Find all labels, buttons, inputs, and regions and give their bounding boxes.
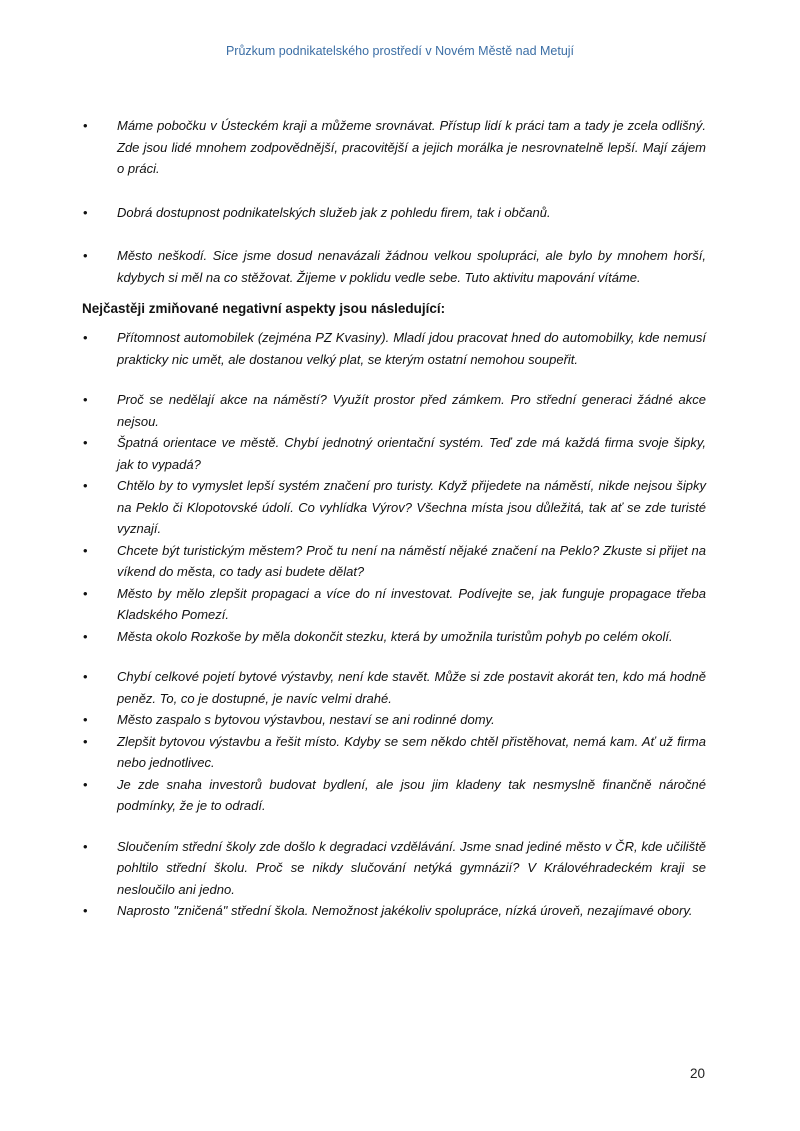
list-item-text: Město neškodí. Sice jsme dosud nenavázali žádnou velkou spolupráci, ale bylo by mnohem horší, kdybych si měl na co stěžovat. Žijeme v poklidu vedle sebe. Tuto aktivitu mapování vítáme. [117,248,706,285]
list-item [82,836,706,901]
list-item-text: Zlepšit bytovou výstavbu a řešit místo. Kdyby se sem někdo chtěl přistěhovat, nemá kam. Ať už firma nebo jednotlivec. [117,733,706,770]
list-item-text: Město zaspalo s bytovou výstavbou, nestaví se ani rodinné domy. [117,712,495,727]
bullet-icon: • [83,478,88,493]
bullet-icon: • [83,903,88,918]
list-item-text: Sloučením střední školy zde došlo k degradaci vzdělávání. Jsme snad jediné město v ČR, kde učiliště pohltilo střední školu. Proč se nikdy slučování netýká gymnázií? V Královéhradeckém kraji se nesloučilo ani jedno. [117,838,706,897]
bullet-icon: • [83,248,88,263]
list-item [82,774,706,817]
bullet-icon: • [83,542,88,558]
bullet-icon: • [83,435,88,450]
list-item [82,202,706,224]
bullet-icon: • [83,392,88,407]
list-item-text: Město by mělo zlepšit propagaci a více do ní investovat. Podívejte se, jak funguje propagace třeba Kladského Pomezí. [117,585,706,622]
list-item-text: Dobrá dostupnost podnikatelských služeb jak z pohledu firem, tak i občanů. [117,204,551,220]
list-item-text: Přítomnost automobilek (zejména PZ Kvasiny). Mladí jdou pracovat hned do automobilky, kde nemusí prakticky nic umět, ale dostanou velký plat, se kterým ostatní nemohou soupeřit. [117,330,706,367]
list-item [82,475,706,540]
list-item-text: Chcete být turistickým městem? Proč tu není na náměstí nějaké značení na Peklo? Zkuste si přijet na víkend do města, co tady asi budete dělat? [117,542,706,579]
bullet-icon: • [83,712,88,727]
list-item [82,245,706,288]
list-item [82,389,706,432]
section-heading: Nejčastěji zmiňované negativní aspekty jsou následující: [82,301,446,316]
bullet-icon: • [83,585,88,601]
bullet-icon: • [83,118,88,133]
list-item [82,900,706,922]
list-item-text: Máme pobočku v Ústeckém kraji a můžeme srovnávat. Přístup lidí k práci tam a tady je zcela odlišný. Zde jsou lidé mnohem zodpovědnější, pracovitější a jejich morálka je nesrovnatelně lepší. Mají zájem o práci. [117,118,706,176]
list-item [82,432,706,475]
list-item-text: Chybí celkové pojetí bytové výstavby, není kde stavět. Může si zde postavit akorát ten, kdo má hodně peněz. To, co je dostupné, je navíc velmi drahé. [117,669,706,706]
bullet-icon: • [83,330,88,345]
list-item-text: Chtělo by to vymyslet lepší systém značení pro turisty. Když přijedete na náměstí, nikde nejsou šipky na Peklo či Klopotovské údolí. Co vyhlídka Výrov? Všechna místa jsou důležitá, tak ať se zde turisté vyznají. [117,478,706,536]
list-item-text: Špatná orientace ve městě. Chybí jednotný orientační systém. Teď zde má každá firma svoje šipky, jak to vypadá? [117,435,706,472]
list-item [82,540,706,583]
list-item-text: Města okolo Rozkoše by měla dokončit stezku, která by umožnila turistům pohyb po celém okolí. [117,628,673,644]
bullet-icon: • [83,776,88,792]
bullet-icon: • [83,838,88,854]
list-item-text: Je zde snaha investorů budovat bydlení, ale jsou jim kladeny tak nesmyslně finančně náročné podmínky, že je to odradí. [117,776,706,813]
bullet-icon: • [83,669,88,684]
list-item [82,731,706,774]
bullet-icon: • [83,628,88,644]
negative-aspects-list [82,327,706,922]
positive-aspects-list [82,115,706,288]
list-item-text: Naprosto "zničená" střední škola. Nemožnost jakékoliv spolupráce, nízká úroveň, nezajímavé obory. [117,903,693,918]
list-item [82,583,706,626]
list-item [82,626,706,648]
bullet-icon: • [83,733,88,749]
page-number: 20 [690,1066,706,1081]
page-content [82,115,706,922]
bullet-icon: • [83,204,88,220]
list-item [82,327,706,370]
page-header: Průzkum podnikatelského prostředí v Novém Městě nad Metují [225,44,575,58]
list-item [82,709,706,731]
list-item [82,666,706,709]
list-item [82,115,706,180]
list-item-text: Proč se nedělají akce na náměstí? Využít prostor před zámkem. Pro střední generaci žádné akce nejsou. [117,392,706,429]
